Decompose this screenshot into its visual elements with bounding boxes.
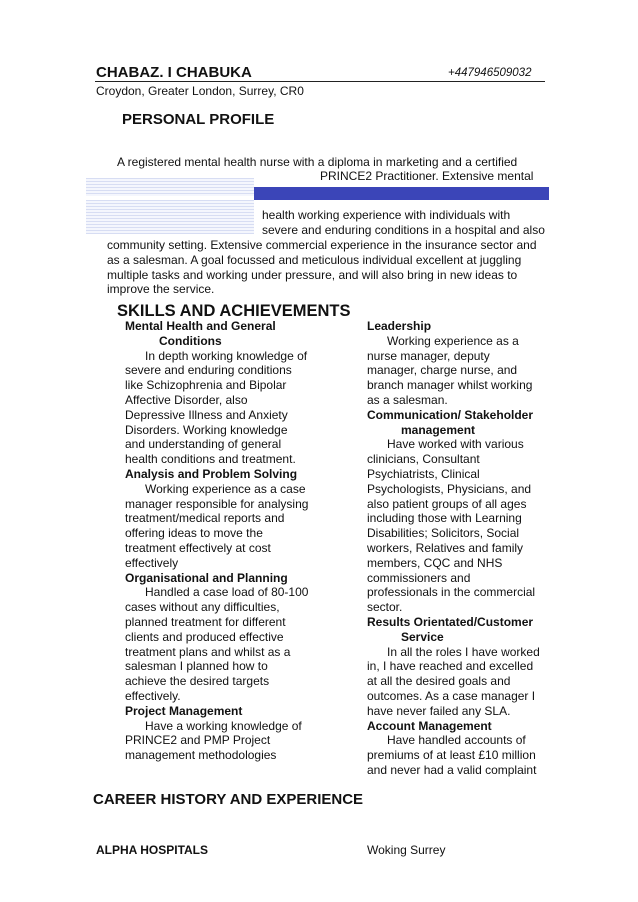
skill-text: salesman I planned how to	[125, 659, 268, 674]
skill-text: Disorders. Working knowledge	[125, 422, 288, 437]
skill-text: like Schizophrenia and Bipolar	[125, 378, 287, 393]
skill-text: outcomes. As a case manager I	[367, 688, 536, 703]
decorative-blue-band	[254, 187, 549, 200]
skill-text: PRINCE2 and PMP Project	[125, 733, 271, 748]
skill-text: treatment plans and whilst as a	[125, 644, 291, 659]
skill-heading: Results Orientated/Customer	[367, 614, 534, 629]
profile-line: PRINCE2 Practitioner. Extensive mental	[320, 169, 534, 183]
skill-text: premiums of at least £10 million	[367, 748, 536, 763]
skill-text: Working experience as a	[387, 333, 519, 348]
skills-left-column	[125, 319, 308, 763]
skill-heading: Account Management	[367, 718, 492, 733]
skill-text: professionals in the commercial	[367, 585, 536, 600]
profile-line: health working experience with individuals with	[262, 208, 511, 222]
skill-heading: Organisational and Planning	[125, 570, 288, 585]
skill-text: severe and enduring conditions	[125, 363, 292, 378]
skill-text: Handled a case load of 80-100	[145, 585, 309, 600]
skill-text: manager responsible for analysing	[125, 496, 309, 511]
decorative-hatch-block	[86, 178, 254, 196]
skill-text: nurse manager, deputy	[367, 348, 490, 363]
skill-text: commissioners and	[367, 570, 471, 585]
skill-text: Depressive Illness and Anxiety	[125, 407, 288, 422]
skill-heading: Leadership	[367, 319, 432, 333]
profile-paragraph	[107, 238, 537, 297]
skill-heading: Communication/ Stakeholder	[367, 407, 534, 422]
profile-line: severe and enduring conditions in a hospital and also	[262, 222, 545, 237]
skill-text: as a salesman.	[367, 392, 448, 407]
skill-text: management methodologies	[125, 748, 277, 763]
skill-text: treatment effectively at cost	[125, 540, 271, 555]
employer-name: ALPHA HOSPITALS	[96, 843, 209, 857]
employer-location: Woking Surrey	[367, 843, 446, 857]
skill-heading: Mental Health and General	[125, 319, 276, 333]
skill-text: effectively.	[125, 688, 181, 703]
skills-heading: SKILLS AND ACHIEVEMENTS	[117, 302, 351, 320]
skill-text: manager, charge nurse, and	[367, 363, 518, 378]
skill-text: Disabilities; Solicitors, Social	[367, 526, 520, 541]
skill-text: including those with Learning	[367, 511, 522, 526]
address: Croydon, Greater London, Surrey, CR0	[96, 84, 304, 98]
profile-line: improve the service.	[107, 282, 215, 297]
skill-text: branch manager whilst working	[367, 378, 533, 393]
skill-text: in, I have reached and excelled	[367, 659, 534, 674]
skill-text: workers, Relatives and family	[367, 540, 524, 555]
skill-text: In all the roles I have worked	[387, 644, 540, 659]
skill-text: health conditions and treatment.	[125, 452, 296, 467]
skill-text: Psychologists, Physicians, and	[367, 481, 532, 496]
skill-text: effectively	[125, 555, 179, 570]
profile-line: multiple tasks and working under pressure, and will also bring in new ideas to	[107, 267, 518, 282]
skill-text: Have worked with various	[387, 437, 524, 452]
skill-text: treatment/medical reports and	[125, 511, 285, 526]
skill-text: and understanding of general	[125, 437, 282, 452]
skill-text: achieve the desired targets	[125, 674, 270, 689]
skill-text: In depth working knowledge of	[145, 348, 308, 363]
skill-heading: Project Management	[125, 703, 243, 718]
profile-line: as a salesman. A goal focussed and meticulous individual excellent at juggling	[107, 252, 522, 267]
skill-heading: Analysis and Problem Solving	[125, 466, 298, 481]
phone-number: +447946509032	[448, 67, 532, 79]
skill-text: cases without any difficulties,	[125, 600, 280, 615]
decorative-hatch-block	[86, 200, 254, 234]
skill-heading: management	[401, 422, 476, 437]
skill-text: members, CQC and NHS	[367, 555, 503, 570]
profile-line: A registered mental health nurse with a diploma in marketing and a certified	[117, 155, 518, 169]
skill-text: clinicians, Consultant	[367, 452, 480, 467]
profile-line: community setting. Extensive commercial experience in the insurance sector and	[107, 238, 537, 252]
skill-text: clients and produced effective	[125, 629, 284, 644]
skill-text: offering ideas to move the	[125, 526, 263, 541]
skill-text: Psychiatrists, Clinical	[367, 466, 480, 481]
personal-profile-heading: PERSONAL PROFILE	[122, 111, 275, 128]
profile-paragraph-indented	[262, 208, 545, 238]
skill-text: planned treatment for different	[125, 614, 286, 629]
header-rule	[95, 81, 545, 82]
candidate-name: CHABAZ. I CHABUKA	[96, 64, 252, 81]
skill-text: sector.	[367, 600, 403, 615]
skill-text: have never failed any SLA.	[367, 703, 511, 718]
skill-text: at all the desired goals and	[367, 674, 511, 689]
skill-text: Affective Disorder, also	[125, 392, 248, 407]
skill-heading: Service	[401, 629, 444, 644]
skills-right-column	[367, 319, 540, 778]
skill-text: Have a working knowledge of	[145, 718, 302, 733]
skill-text: Working experience as a case	[145, 481, 306, 496]
skill-heading: Conditions	[159, 333, 222, 348]
career-heading: CAREER HISTORY AND EXPERIENCE	[93, 791, 364, 808]
skill-text: and never had a valid complaint	[367, 762, 537, 777]
skill-text: Have handled accounts of	[387, 733, 526, 748]
skill-text: also patient groups of all ages	[367, 496, 527, 511]
